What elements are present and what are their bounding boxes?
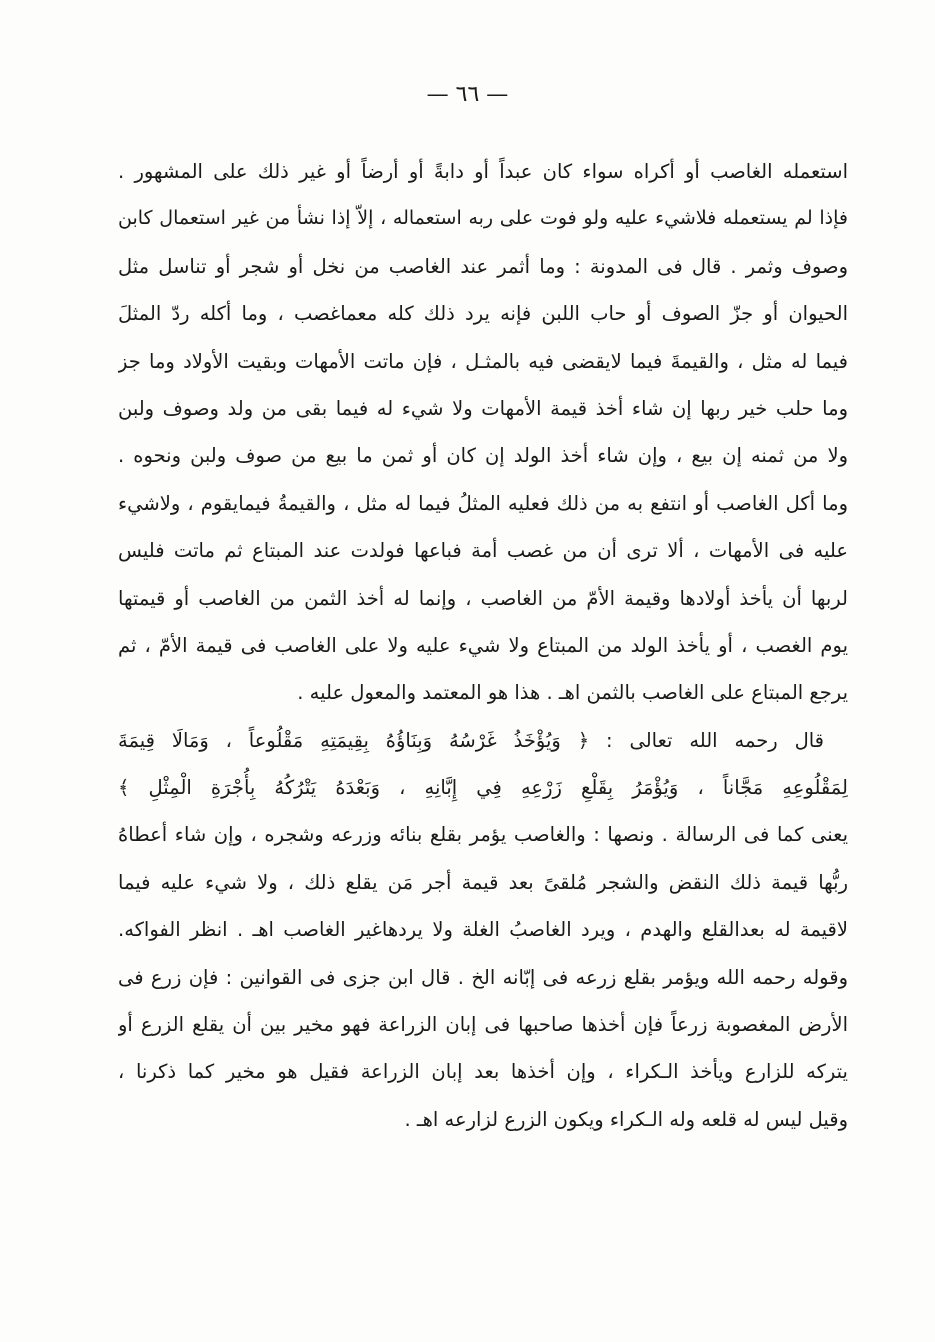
text-line: يوم الغصب ، أو يأخذ الولد من المبتاع ولا شيء عليه ولا على الغاصب فى قيمة الأمّ ، ثم xyxy=(118,633,848,657)
text-line: ربُّها قيمة ذلك النقض والشجر مُلقىً بعد قيمة أجر مَن يقلع ذلك ، ولا شيء عليه فيما xyxy=(118,870,848,894)
quote-line: قال رحمه الله تعالى : ﴿ وَيُؤْخَذُ غَرْسُهُ وَبِنَاؤُهُ بِقِيمَتِهِ مَقْلُوعاً ، وَمَالَا قِيمَةَ xyxy=(118,728,824,752)
text-line: وما حلب خير ربها إن شاء أخذ قيمة الأمهات ولا شيء له فيما بقى من ولد وصوف ولبن xyxy=(118,396,848,420)
text-line: الحيوان أو جزّ الصوف أو حاب اللبن فإنه يرد ذلك كله معماغصب ، وما أكله ردّ المثلَ xyxy=(118,302,848,326)
text-line: وصوف وثمر . قال فى المدونة : وما أثمر عند الغاصب من نخل أو شجر أو تناسل مثل xyxy=(118,254,848,278)
text-line: وما أكل الغاصب أو انتفع به من ذلك فعليه المثلُ فيما له مثل ، والقيمةُ فيمايقوم ، ولاشيء xyxy=(118,491,848,515)
text-line: الأرض المغصوبة زرعاً فإن أخذها صاحبها فى إبان الزراعة فهو مخير بين أن يقلع الزرع أو xyxy=(118,1013,848,1037)
text-line: لاقيمة له بعدالقلع والهدم ، ويرد الغاصبُ الغلة ولا يردهاغير الغاصب اهـ . انظر الفواكه. xyxy=(118,918,848,942)
text-line: يرجع المبتاع على الغاصب بالثمن اهـ . هذا هو المعتمد والمعول عليه . xyxy=(297,681,848,705)
page-number: — ٦٦ — xyxy=(426,82,509,107)
text-line: يتركه للزارع ويأخذ الـكراء ، وإن أخذها بعد إبان الزراعة فقيل هو مخير كما ذكرنا ، xyxy=(118,1060,848,1084)
text-line: فيما له مثل ، والقيمةَ فيما لايقضى فيه بالمثـل ، فإن ماتت الأمهات وبقيت الأولاد وما جز xyxy=(118,349,848,373)
text-line: استعمله الغاصب أو أكراه سواء كان عبداً أو دابةً أو أرضاً أو غير ذلك على المشهور . xyxy=(118,160,848,183)
text-line: فإذا لم يستعمله فلاشيء عليه ولو فوت على ربه استعماله ، إلاّ إذا نشأ من غير استعمال كابن xyxy=(118,207,848,230)
text-line: لربها أن يأخذ أولادها وقيمة الأمّ من الغاصب ، وإنما له أخذ الثمن من الغاصب أو قيمتها xyxy=(118,586,848,610)
quote-line: لِمَقْلُوعِهِ مَجَّاناً ، وَيُؤْمَرُ بِقَلْعِ زَرْعِهِ فِي إِبَّانِهِ ، وَبَعْدَهُ يَتْرُكُهُ بِأُجْرَةِ الْمِثْلِ ﴾ xyxy=(118,776,848,800)
text-line: عليه فى الأمهات ، ألا ترى أن من غصب أمة فباعها فولدت عند المبتاع ثم ماتت فليس xyxy=(118,539,848,563)
text-line: وقوله رحمه الله ويؤمر بقلع زرعه فى إبّانه الخ . قال ابن جزى فى القوانين : فإن زرع فى xyxy=(118,965,848,989)
text-body xyxy=(118,148,848,1143)
text-line: وقيل ليس له قلعه وله الـكراء ويكون الزرع لزارعه اهـ . xyxy=(404,1107,848,1131)
text-line: ولا من ثمنه إن بيع ، وإن شاء أخذ الولد إن كان أو ثمن ما بيع من صوف ولبن ونحوه . xyxy=(118,444,848,468)
text-line: يعنى كما فى الرسالة . ونصها : والغاصب يؤمر بقلع بنائه وزرعه وشجره ، وإن شاء أعطاهُ xyxy=(118,823,848,847)
